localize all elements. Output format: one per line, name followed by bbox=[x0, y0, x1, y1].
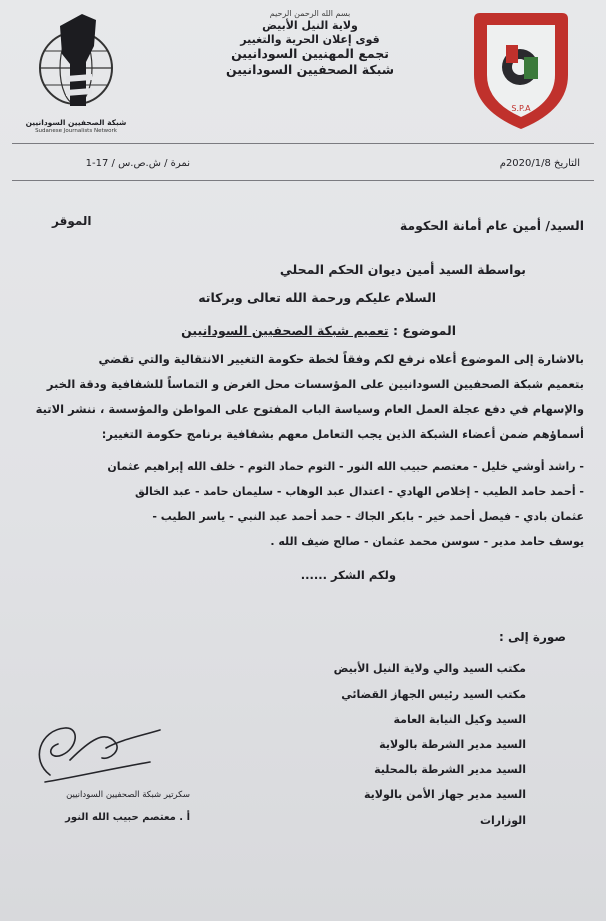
letter-reference: نمرة / ش.ص.س / 17-1 bbox=[85, 158, 190, 169]
addressee: السيد/ أمين عام أمانة الحكومة bbox=[399, 218, 584, 233]
spa-logo bbox=[470, 5, 572, 133]
copy-item: السيد وكيل النيابة العامة bbox=[393, 713, 526, 726]
letterhead bbox=[190, 10, 430, 76]
copy-item: السيد مدير الشرطة بالمحلية bbox=[374, 763, 526, 776]
subject-label: الموضوع : bbox=[392, 323, 456, 338]
state-name: ولاية النيل الأبيض bbox=[262, 19, 358, 33]
copy-item: مكتب السيد والي ولاية النيل الأبيض bbox=[333, 662, 526, 675]
signatory-role: سكرتير شبكة الصحفيين السودانيين bbox=[66, 790, 190, 800]
body-line-2: بتعميم شبكة الصحفيين السودانيين على المؤسسات محل الغرض و التماساً للشفافية ودقة الخبر bbox=[46, 377, 584, 391]
respected-title: الموقر bbox=[52, 214, 92, 228]
body-line-4: أسماؤهم ضمن أعضاء الشبكة الذين يجب التعامل معهم بشفافية برنامج حكومة التغيير: bbox=[101, 427, 584, 441]
copy-item: الوزارات bbox=[479, 814, 526, 827]
copy-item: السيد مدير جهاز الأمن بالولاية bbox=[364, 788, 526, 801]
network-name: شبكة الصحفيين السودانيين bbox=[225, 61, 395, 77]
names-line-2: - أحمد حامد الطيب - إخلاص الهادي - اعتدال عبد الوهاب - سليمان حامد - عبد الخالق bbox=[134, 485, 584, 498]
letter-date: التاريخ 2020/1/8م bbox=[499, 158, 580, 169]
left-logo-caption-ar: شبكة الصحفيين السودانيين bbox=[25, 118, 127, 127]
subject-line bbox=[181, 323, 456, 338]
copies-label: صورة إلى : bbox=[498, 630, 566, 644]
basmala: بسم الله الرحمن الرحيم bbox=[269, 9, 351, 18]
body-line-1: بالاشارة إلى الموضوع أعلاه نرفع لكم وفقاً لخطة حكومة التغيير الانتقالية والتي تقضي bbox=[98, 352, 584, 366]
svg-text:S.P.A: S.P.A bbox=[511, 104, 531, 113]
names-line-3: عثمان بادي - فيصل أحمد خير - بابكر الجاك - حمد أحمد عبد النبي - ياسر الطيب - bbox=[152, 510, 584, 523]
journalists-network-logo bbox=[30, 6, 122, 132]
names-line-1: - راشد أوشي خليل - معتصم حبيب الله النور - التوم حماد التوم - خلف الله إبراهيم عثمان bbox=[107, 460, 584, 473]
copy-item: مكتب السيد رئيس الجهاز القضائي bbox=[341, 688, 526, 701]
association-name: تجمع المهنيين السودانيين bbox=[231, 46, 389, 62]
thanks-line: ولكم الشكر ...... bbox=[300, 568, 396, 582]
header-rule bbox=[12, 143, 594, 144]
subject-text: تعميم شبكة الصحفيين السودانيين bbox=[181, 323, 389, 338]
names-line-4: يوسف حامد مدير - سوسن محمد عثمان - صالح ضيف الله . bbox=[270, 535, 584, 548]
signatory-name: أ . معتصم حبيب الله النور bbox=[65, 812, 190, 823]
left-logo-caption-en: Sudanese Journalists Network bbox=[35, 128, 117, 134]
copy-item: السيد مدير الشرطة بالولاية bbox=[379, 738, 526, 751]
greeting: السلام عليكم ورحمة الله تعالى وبركاته bbox=[198, 290, 436, 305]
meta-rule bbox=[12, 180, 594, 181]
body-line-3: والإسهام في دفع عجلة العمل العام وسياسة الباب المفتوح على المواطن والمؤسسة ، ننشر الاتية bbox=[35, 402, 584, 416]
via-line: بواسطة السيد أمين ديوان الحكم المحلي bbox=[279, 262, 526, 277]
coalition-name: قوى إعلان الحرية والتغيير bbox=[240, 32, 380, 46]
